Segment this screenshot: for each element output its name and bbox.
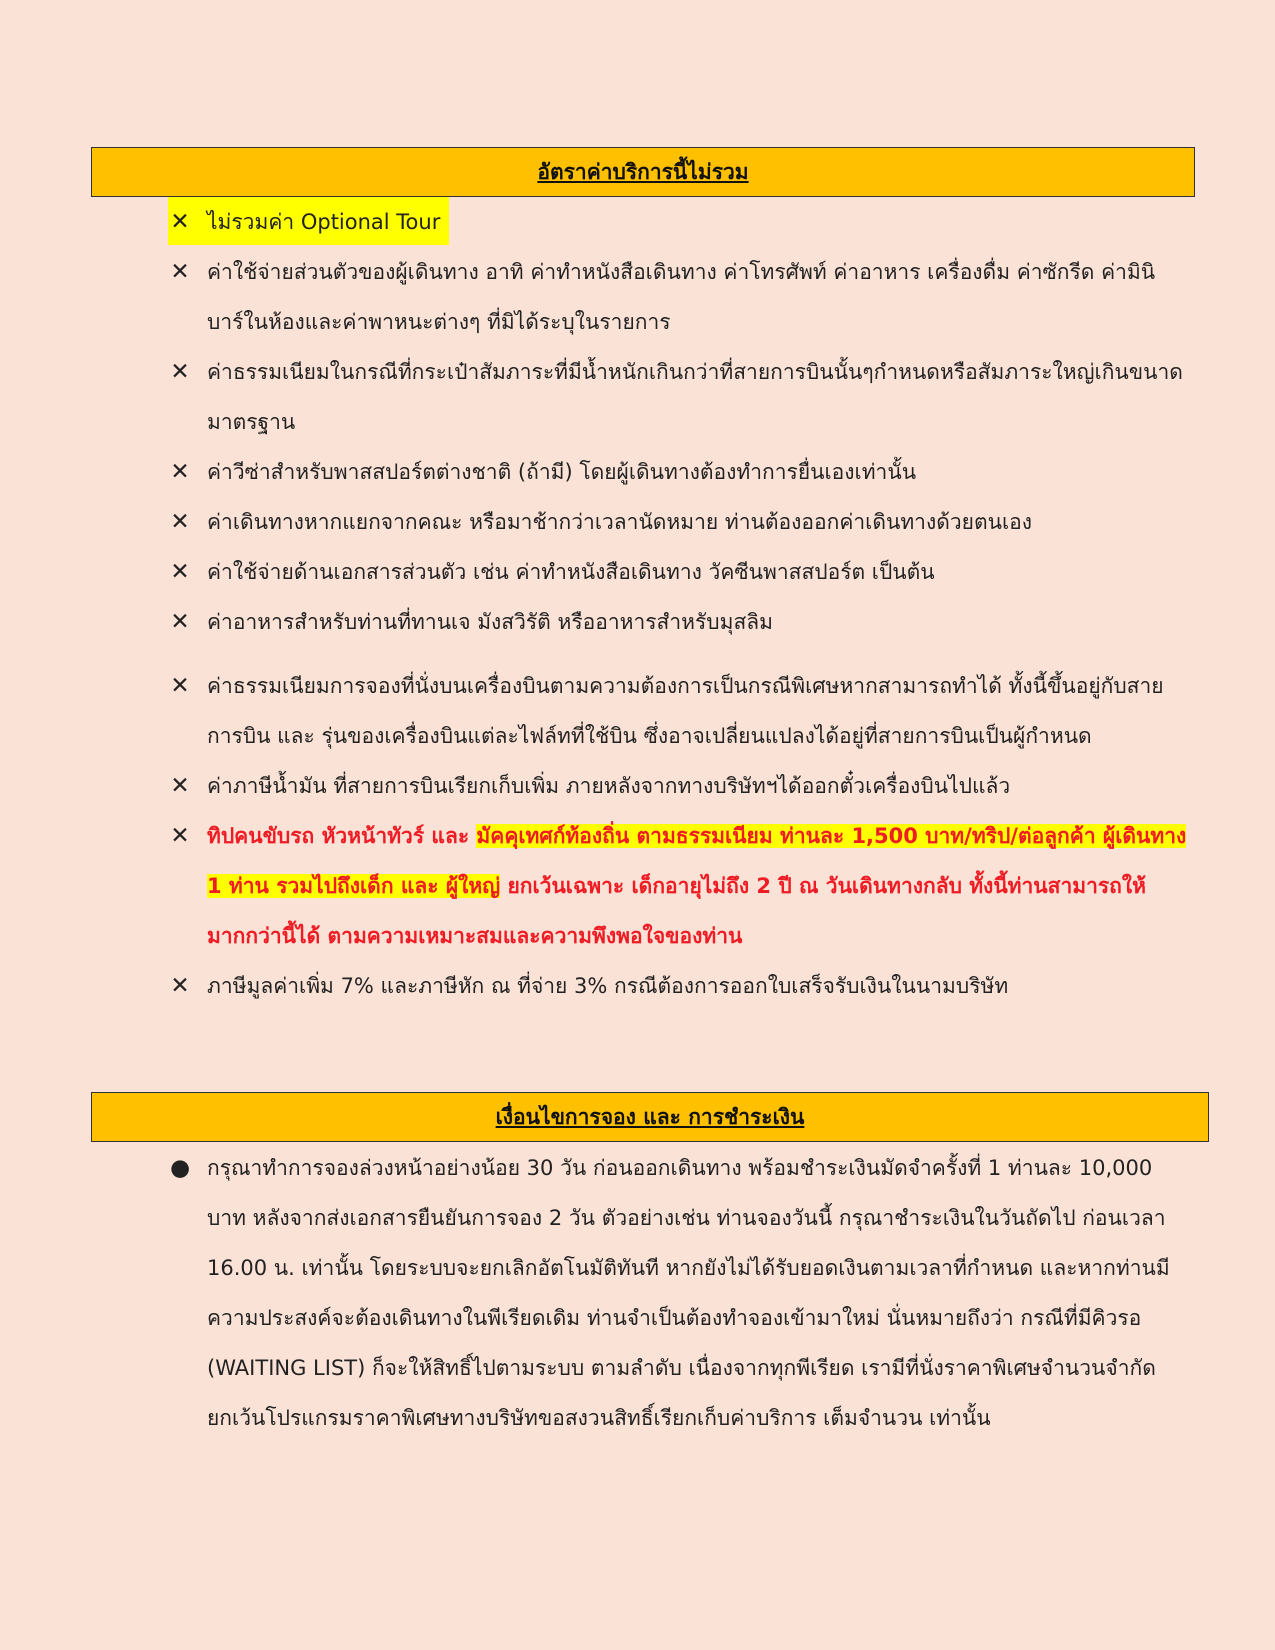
list-item (0, 197, 1188, 247)
cross-icon: ✕ (170, 259, 190, 285)
tip-text-part1: ทิปคนขับรถ หัวหน้าทัวร์ และ (207, 824, 477, 848)
list-item (0, 247, 1188, 347)
list-item (0, 597, 1188, 647)
list-item-text: ค่าวีซ่าสำหรับพาสสปอร์ตต่างชาติ (ถ้ามี) โดยผู้เดินทางต้องทำการยื่นเองเท่านั้น (207, 460, 917, 484)
cross-icon: ✕ (170, 209, 190, 235)
list-item (0, 961, 1188, 1011)
list-item-text: ค่าใช้จ่ายส่วนตัวของผู้เดินทาง อาทิ ค่าทำหนังสือเดินทาง ค่าโทรศัพท์ ค่าอาหาร เครื่องดื่ม ค่าซักรีด ค่ามินิบาร์ในห้องและค่าพาหนะต่างๆ ที่มิได้ระบุในรายการ (207, 260, 1156, 334)
bullet-icon: ● (169, 1155, 191, 1181)
list-item-text: ค่าธรรมเนียมการจองที่นั่งบนเครื่องบินตามความต้องการเป็นกรณีพิเศษหากสามารถทำได้ ทั้งนี้ขึ้นอยู่กับสายการบิน และ รุ่นของเครื่องบินแต่ละไฟล์ทที่ใช้บิน ซึ่งอาจเปลี่ยนแปลงได้อยู่ที่สายการบินเป็นผู้กำหนด (207, 674, 1164, 748)
cross-icon: ✕ (170, 359, 190, 385)
list-item (0, 347, 1188, 447)
list-item (0, 1143, 1188, 1443)
list-item (0, 447, 1188, 497)
list-item-text: ค่าธรรมเนียมในกรณีที่กระเป๋าสัมภาระที่มีน้ำหนักเกินกว่าที่สายการบินนั้นๆกำหนดหรือสัมภาระใหญ่เกินขนาดมาตรฐาน (207, 360, 1183, 434)
list-item-text: ค่าอาหารสำหรับท่านที่ทานเจ มังสวิรัติ หรืออาหารสำหรับมุสลิม (207, 610, 773, 634)
list-item-text: ภาษีมูลค่าเพิ่ม 7% และภาษีหัก ณ ที่จ่าย 3% กรณีต้องการออกใบเสร็จรับเงินในนามบริษัท (207, 974, 1009, 998)
list-item-text: ค่าใช้จ่ายด้านเอกสารส่วนตัว เช่น ค่าทำหนังสือเดินทาง วัคซีนพาสสปอร์ต เป็นต้น (207, 560, 935, 584)
cross-icon: ✕ (170, 773, 190, 799)
cross-icon: ✕ (170, 673, 190, 699)
list-item-text: ค่าภาษีน้ำมัน ที่สายการบินเรียกเก็บเพิ่ม ภายหลังจากทางบริษัทฯได้ออกตั๋วเครื่องบินไปแล้ว (207, 774, 1011, 798)
list-item-text: ไม่รวมค่า Optional Tour (207, 210, 441, 234)
exclusions-list (0, 197, 1188, 1011)
booking-list (0, 1143, 1188, 1443)
tip-text-highlighted: มัคคุเทศก์ท้องถิ่น ตามธรรมเนียม ท่านละ 1,500 บาท/ทริป/ต่อลูกค้า ผู้เดินทาง 1 ท่าน รวมไปถึงเด็ก และ ผู้ใหญ่ (207, 824, 1187, 898)
cross-icon: ✕ (170, 509, 190, 535)
booking-heading: เงื่อนไขการจอง และ การชำระเงิน (91, 1092, 1209, 1142)
cross-icon: ✕ (170, 559, 190, 585)
list-item (0, 661, 1188, 761)
tip-list-item (0, 811, 1188, 961)
cross-icon: ✕ (170, 823, 190, 849)
exclusions-heading: อัตราค่าบริการนี้ไม่รวม (91, 147, 1195, 197)
list-item (0, 761, 1188, 811)
list-item (0, 547, 1188, 597)
list-item-text: ค่าเดินทางหากแยกจากคณะ หรือมาช้ากว่าเวลานัดหมาย ท่านต้องออกค่าเดินทางด้วยตนเอง (207, 510, 1032, 534)
list-item (0, 497, 1188, 547)
list-item-text: กรุณาทำการจองล่วงหน้าอย่างน้อย 30 วัน ก่อนออกเดินทาง พร้อมชำระเงินมัดจำครั้งที่ 1 ท่านละ 10,000 บาท หลังจากส่งเอกสารยืนยันการจอง 2 วัน ตัวอย่างเช่น ท่านจองวันนี้ กรุณาชำระเงินในวันถัดไป ก่อนเวลา 16.00 น. เท่านั้น โดยระบบจะยกเลิกอัตโนมัติทันที หากยังไม่ได้รับยอดเงินตามเวลาที่กำหนด และหากท่านมีความประสงค์จะต้องเดินทางในพีเรียดเดิม ท่านจำเป็นต้องทำจองเข้ามาใหม่ นั่นหมายถึงว่า กรณีที่มีคิวรอ (WAITING LIST) ก็จะให้สิทธิ์ไปตามระบบ ตามลำดับ เนื่องจากทุกพีเรียด เรามีที่นั่งราคาพิเศษจำนวนจำกัด ยกเว้นโปรแกรมราคาพิเศษทางบริษัทขอสงวนสิทธิ์เรียกเก็บค่าบริการ เต็มจำนวน เท่านั้น (207, 1156, 1170, 1430)
cross-icon: ✕ (170, 609, 190, 635)
cross-icon: ✕ (170, 459, 190, 485)
tip-text-part3: ยกเว้นเฉพาะ เด็กอายุไม่ถึง 2 ปี ณ วันเดินทางกลับ ทั้งนี้ท่านสามารถให้มากกว่านี้ได้ ตามความเหมาะสมและความพึงพอใจของท่าน (207, 874, 1146, 948)
cross-icon: ✕ (170, 973, 190, 999)
